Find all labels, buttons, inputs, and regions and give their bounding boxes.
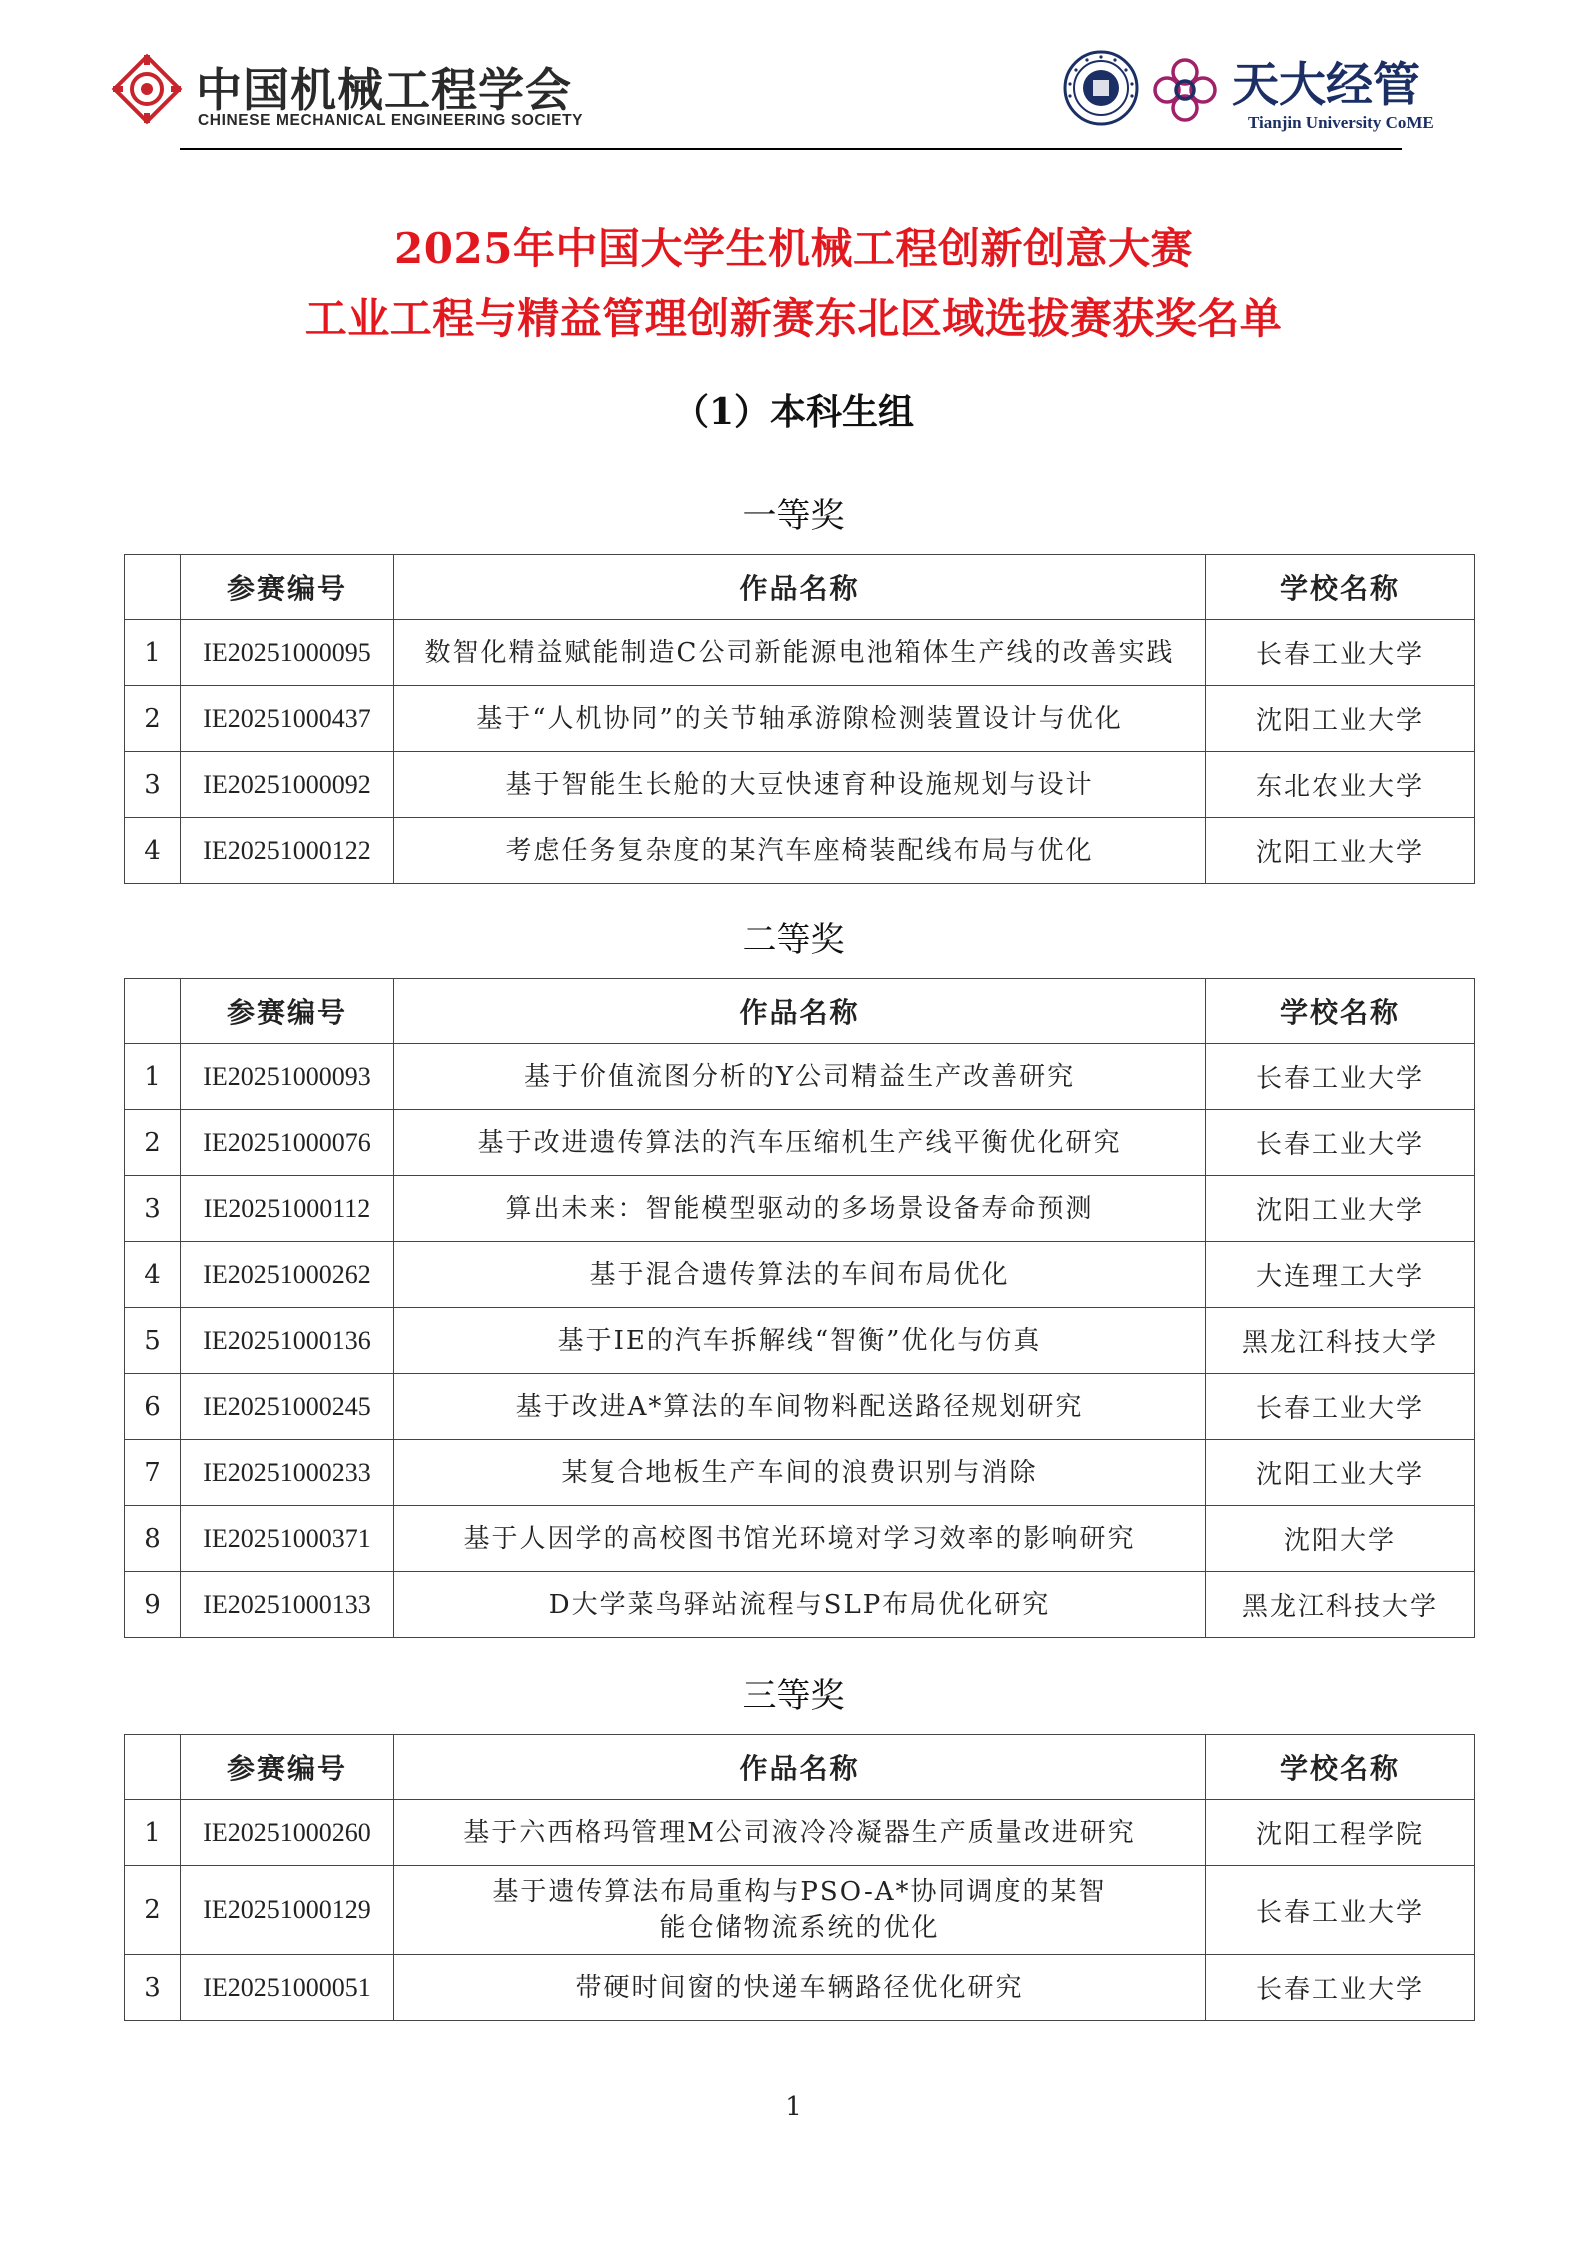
row-title: D大学菜鸟驿站流程与SLP布局优化研究 [394, 1572, 1206, 1638]
award-table-first [124, 554, 1475, 884]
row-title: 基于IE的汽车拆解线“智衡”优化与仿真 [394, 1308, 1206, 1374]
row-school: 东北农业大学 [1206, 752, 1475, 818]
row-title: 某复合地板生产车间的浪费识别与消除 [394, 1440, 1206, 1506]
row-title: 基于改进遗传算法的汽车压缩机生产线平衡优化研究 [394, 1110, 1206, 1176]
prize-heading-third: 三等奖 [742, 1676, 845, 1716]
table-row [125, 620, 1475, 686]
row-title: 基于人因学的高校图书馆光环境对学习效率的影响研究 [394, 1506, 1206, 1572]
tju-logo-text: 天大经管 [1232, 58, 1420, 113]
header-code: 参赛编号 [181, 979, 394, 1044]
row-code: IE20251000112 [181, 1176, 394, 1242]
row-school: 黑龙江科技大学 [1206, 1572, 1475, 1638]
row-index: 7 [125, 1440, 181, 1506]
table-row [125, 1374, 1475, 1440]
row-title: 带硬时间窗的快递车辆路径优化研究 [394, 1955, 1206, 2021]
table-row [125, 1176, 1475, 1242]
group-heading: （1）本科生组 [672, 391, 915, 433]
header-divider [180, 148, 1402, 150]
row-index: 2 [125, 1866, 181, 1955]
row-title: 数智化精益赋能制造C公司新能源电池箱体生产线的改善实践 [394, 620, 1206, 686]
table-row [125, 752, 1475, 818]
row-school: 沈阳工业大学 [1206, 1440, 1475, 1506]
row-title: 考虑任务复杂度的某汽车座椅装配线布局与优化 [394, 818, 1206, 884]
row-index: 1 [125, 1044, 181, 1110]
header-school: 学校名称 [1206, 979, 1475, 1044]
row-school: 长春工业大学 [1206, 1110, 1475, 1176]
row-school: 长春工业大学 [1206, 1044, 1475, 1110]
row-code: IE20251000122 [181, 818, 394, 884]
row-code: IE20251000133 [181, 1572, 394, 1638]
table-row [125, 818, 1475, 884]
row-code: IE20251000262 [181, 1242, 394, 1308]
row-index: 2 [125, 1110, 181, 1176]
row-code: IE20251000095 [181, 620, 394, 686]
come-flower-emblem-icon [1147, 52, 1223, 128]
table-row [125, 1572, 1475, 1638]
header-school: 学校名称 [1206, 1735, 1475, 1800]
award-table-third [124, 1734, 1475, 2021]
row-code: IE20251000129 [181, 1866, 394, 1955]
row-code: IE20251000076 [181, 1110, 394, 1176]
header-index [125, 1735, 181, 1800]
header-code: 参赛编号 [181, 555, 394, 620]
table-row [125, 1110, 1475, 1176]
row-code: IE20251000136 [181, 1308, 394, 1374]
table-row [125, 1308, 1475, 1374]
prize-heading-second: 二等奖 [742, 920, 845, 960]
row-index: 4 [125, 818, 181, 884]
page-header [110, 46, 1434, 146]
row-school: 沈阳大学 [1206, 1506, 1475, 1572]
row-index: 2 [125, 686, 181, 752]
table-header-row [125, 979, 1475, 1044]
header-code: 参赛编号 [181, 1735, 394, 1800]
cmes-emblem-icon [110, 52, 184, 126]
row-index: 3 [125, 1176, 181, 1242]
table-header-row [125, 555, 1475, 620]
row-school: 黑龙江科技大学 [1206, 1308, 1475, 1374]
header-school: 学校名称 [1206, 555, 1475, 620]
row-index: 3 [125, 1955, 181, 2021]
row-index: 4 [125, 1242, 181, 1308]
row-title: 基于遗传算法布局重构与PSO-A*协同调度的某智能仓储物流系统的优化 [394, 1866, 1206, 1955]
row-code: IE20251000260 [181, 1800, 394, 1866]
award-table-second [124, 978, 1475, 1638]
row-index: 8 [125, 1506, 181, 1572]
document-title-line1: 2025年中国大学生机械工程创新创意大赛 [394, 224, 1193, 273]
table-header-row [125, 1735, 1475, 1800]
table-row [125, 1506, 1475, 1572]
row-school: 沈阳工程学院 [1206, 1800, 1475, 1866]
row-school: 长春工业大学 [1206, 620, 1475, 686]
row-title: 基于价值流图分析的Y公司精益生产改善研究 [394, 1044, 1206, 1110]
row-title: 基于改进A*算法的车间物料配送路径规划研究 [394, 1374, 1206, 1440]
row-code: IE20251000371 [181, 1506, 394, 1572]
table-row [125, 1866, 1475, 1955]
prize-heading-first: 一等奖 [742, 496, 845, 536]
row-index: 1 [125, 1800, 181, 1866]
row-title: 基于智能生长舱的大豆快速育种设施规划与设计 [394, 752, 1206, 818]
row-title: 基于六西格玛管理M公司液冷冷凝器生产质量改进研究 [394, 1800, 1206, 1866]
row-index: 9 [125, 1572, 181, 1638]
row-title: 基于混合遗传算法的车间布局优化 [394, 1242, 1206, 1308]
document-title-line2: 工业工程与精益管理创新赛东北区域选拔赛获奖名单 [304, 294, 1283, 343]
row-code: IE20251000093 [181, 1044, 394, 1110]
row-school: 长春工业大学 [1206, 1374, 1475, 1440]
table-row [125, 1044, 1475, 1110]
header-title: 作品名称 [394, 555, 1206, 620]
row-index: 1 [125, 620, 181, 686]
page-number: 1 [785, 2092, 802, 2122]
table-row [125, 1440, 1475, 1506]
header-index [125, 555, 181, 620]
row-code: IE20251000245 [181, 1374, 394, 1440]
row-school: 沈阳工业大学 [1206, 686, 1475, 752]
row-school: 大连理工大学 [1206, 1242, 1475, 1308]
cmes-logo-text: 中国机械工程学会 [196, 63, 572, 117]
table-row [125, 1800, 1475, 1866]
row-school: 沈阳工业大学 [1206, 1176, 1475, 1242]
row-code: IE20251000437 [181, 686, 394, 752]
cmes-logo-subtext: CHINESE MECHANICAL ENGINEERING SOCIETY [198, 112, 584, 129]
row-school: 长春工业大学 [1206, 1866, 1475, 1955]
row-index: 3 [125, 752, 181, 818]
header-title: 作品名称 [394, 979, 1206, 1044]
table-row [125, 1242, 1475, 1308]
row-title: 基于“人机协同”的关节轴承游隙检测装置设计与优化 [394, 686, 1206, 752]
row-code: IE20251000233 [181, 1440, 394, 1506]
row-code: IE20251000051 [181, 1955, 394, 2021]
row-code: IE20251000092 [181, 752, 394, 818]
row-index: 5 [125, 1308, 181, 1374]
row-title: 算出未来：智能模型驱动的多场景设备寿命预测 [394, 1176, 1206, 1242]
row-school: 长春工业大学 [1206, 1955, 1475, 2021]
header-title: 作品名称 [394, 1735, 1206, 1800]
table-row [125, 1955, 1475, 2021]
header-index [125, 979, 181, 1044]
row-index: 6 [125, 1374, 181, 1440]
tju-logo-subtext: Tianjin University CoME [1248, 113, 1434, 132]
table-row [125, 686, 1475, 752]
tianjin-university-seal-icon [1063, 50, 1139, 126]
row-school: 沈阳工业大学 [1206, 818, 1475, 884]
